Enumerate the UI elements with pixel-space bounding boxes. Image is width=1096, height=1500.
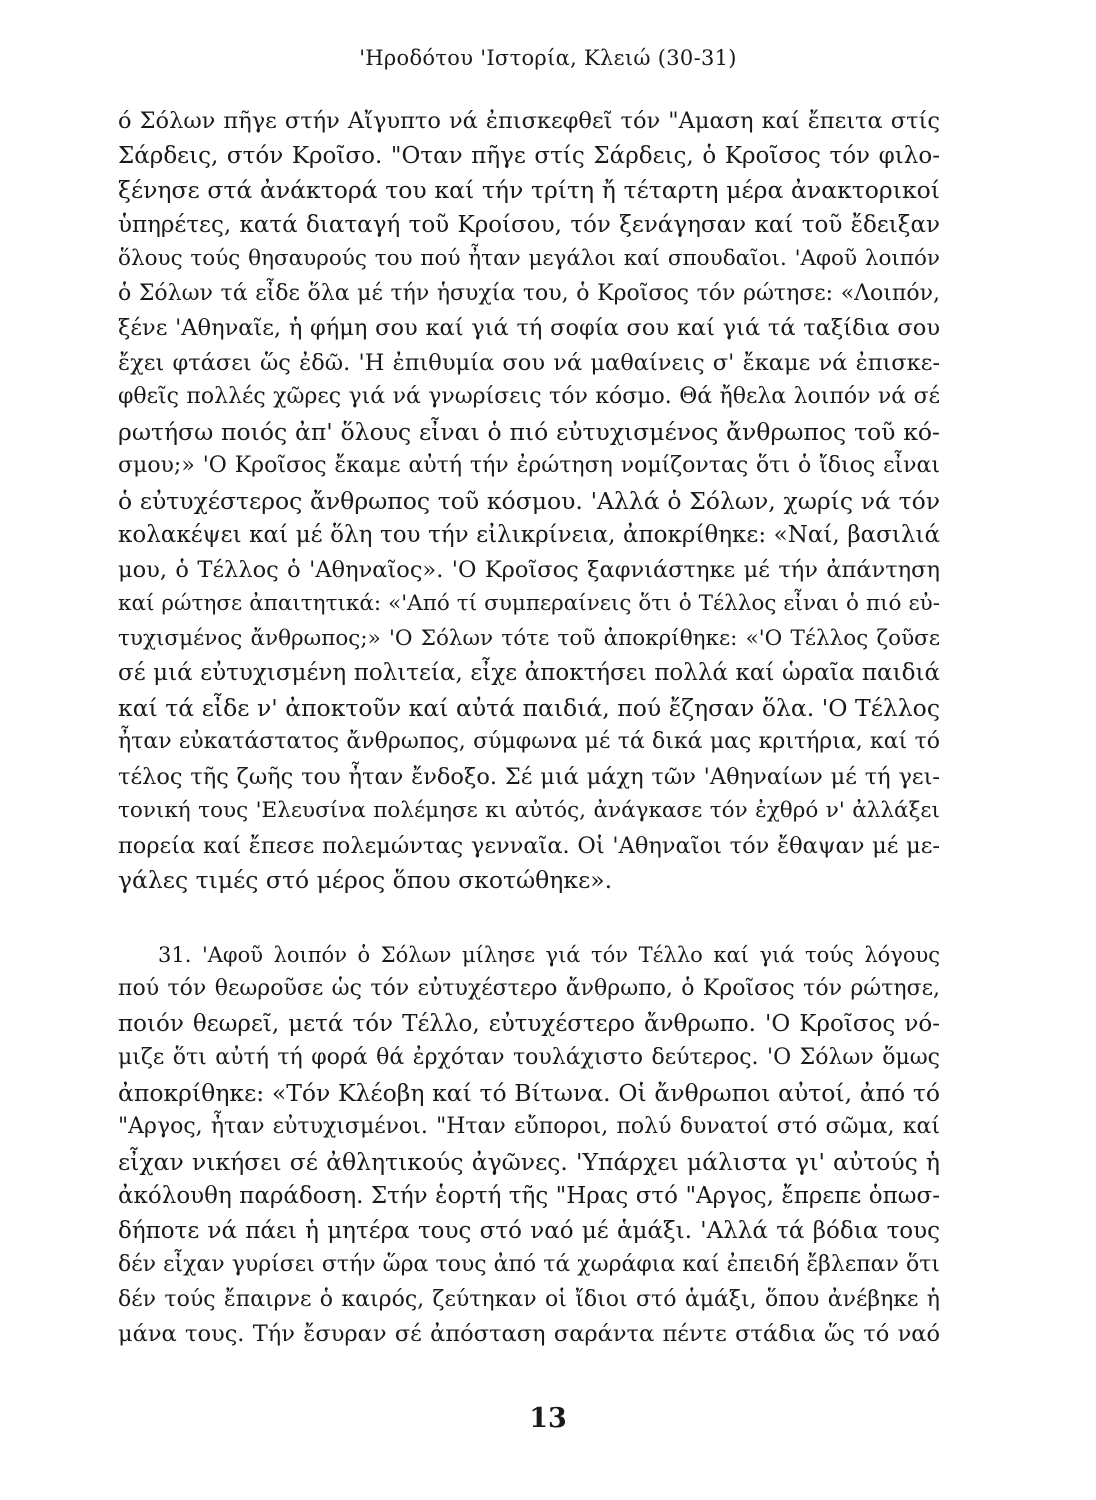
text-line: εἶχαν νικήσει σέ ἀθλητικούς ἀγῶνες. 'Υπάρχει μάλιστα γι' αὐτούς ἡ bbox=[118, 1147, 940, 1176]
text-line: δήποτε νά πάει ἡ μητέρα τους στό ναό μέ ἁμάξι. 'Αλλά τά βόδια τους bbox=[118, 1217, 940, 1244]
text-line: σέ μιά εὐτυχισμένη πολιτεία, εἶχε ἀποκτήσει πολλά καί ὡραῖα παιδιά bbox=[118, 660, 940, 686]
text-line: ξένησε στά ἀνάκτορά του καί τήν τρίτη ἤ τέταρτη μέρα ἀνακτορικοί bbox=[118, 176, 940, 204]
running-header: 'Ηροδότου 'Ιστορία, Κλειώ (30-31) bbox=[359, 46, 737, 70]
text-line: ὁ εὐτυχέστερος ἄνθρωπος τοῦ κόσμου. 'Αλλά ὁ Σόλων, χωρίς νά τόν bbox=[118, 486, 940, 515]
text-line: κολακέψει καί μέ ὅλη του τήν εἰλικρίνεια, ἀποκρίθηκε: «Ναί, βασιλιά bbox=[118, 522, 940, 548]
text-line: καί τά εἶδε ν' ἀποκτοῦν καί αὐτά παιδιά, πού ἔζησαν ὅλα. 'Ο Τέλλος bbox=[118, 693, 940, 722]
text-line: μου, ὁ Τέλλος ὁ 'Αθηναῖος». 'Ο Κροῖσος ξαφνιάστηκε μέ τήν ἀπάντηση bbox=[118, 556, 940, 583]
text-line: πορεία καί ἔπεσε πολεμώντας γενναῖα. Οἱ 'Αθηναῖοι τόν ἔθαψαν μέ με- bbox=[118, 832, 940, 859]
text-line: τονική τους 'Ελευσίνα πολέμησε κι αὐτός, ἀνάγκασε τόν ἐχθρό ν' ἀλλάξει bbox=[118, 798, 940, 823]
text-line: ξένε 'Αθηναῖε, ἡ φήμη σου καί γιά τή σοφία σου καί γιά τά ταξίδια σου bbox=[118, 315, 940, 341]
text-line: φθεῖς πολλές χῶρες γιά νά γνωρίσεις τόν κόσμο. Θά ἤθελα λοιπόν νά σέ bbox=[118, 384, 940, 409]
text-line: πού τόν θεωροῦσε ὡς τόν εὐτυχέστερο ἄνθρωπο, ὁ Κροῖσος τόν ρώτησε, bbox=[118, 976, 940, 1001]
text-line: μιζε ὅτι αὐτή τή φορά θά ἐρχόταν τουλάχιστο δεύτερος. 'Ο Σόλων ὅμως bbox=[118, 1045, 940, 1070]
text-line: 31. 'Αφοῦ λοιπόν ὁ Σόλων μίλησε γιά τόν Τέλλο καί γιά τούς λόγους bbox=[158, 942, 940, 967]
text-line: ὅλους τούς θησαυρούς του πού ἦταν μεγάλοι καί σπουδαῖοι. 'Αφοῦ λοιπόν bbox=[118, 246, 940, 271]
text-line: δέν εἶχαν γυρίσει στήν ὥρα τους ἀπό τά χωράφια καί ἐπειδή ἔβλεπαν ὅτι bbox=[118, 1252, 940, 1277]
paragraph-1 bbox=[118, 104, 940, 898]
text-line: ἦταν εὐκατάστατος ἄνθρωπος, σύμφωνα μέ τά δικά μας κριτήρια, καί τό bbox=[118, 729, 940, 754]
text-line: ἀποκρίθηκε: «Τόν Κλέοβη καί τό Βίτωνα. Οἱ ἄνθρωποι αὐτοί, ἀπό τό bbox=[118, 1078, 940, 1107]
text-line: καί ρώτησε ἀπαιτητικά: «'Από τί συμπεραίνεις ὅτι ὁ Τέλλος εἶναι ὁ πιό εὐ- bbox=[118, 591, 940, 616]
text-line: τυχισμένος ἄνθρωπος;» 'Ο Σόλων τότε τοῦ ἀποκρίθηκε: «'Ο Τέλλος ζοῦσε bbox=[118, 625, 940, 651]
paragraph-2 bbox=[118, 938, 940, 1352]
text-line: ό Σόλων πῆγε στήν Αἴγυπτο νά ἐπισκεφθεῖ τόν "Αμαση καί ἔπειτα στίς bbox=[118, 108, 940, 134]
text-line: "Αργος, ἦταν εὐτυχισμένοι. "Ηταν εὔποροι, πολύ δυνατοί στό σῶμα, καί bbox=[118, 1114, 940, 1139]
page-number: 13 bbox=[529, 1403, 567, 1434]
text-line: μάνα τους. Τήν ἔσυραν σέ ἀπόσταση σαράντα πέντε στάδια ὥς τό ναό bbox=[118, 1321, 940, 1347]
text-line: ὑπηρέτες, κατά διαταγή τοῦ Κροίσου, τόν ξενάγησαν καί τοῦ ἔδειξαν bbox=[118, 211, 940, 238]
text-line: ποιόν θεωρεῖ, μετά τόν Τέλλο, εὐτυχέστερο ἄνθρωπο. 'Ο Κροῖσος νό- bbox=[118, 1010, 940, 1037]
text-line: Σάρδεις, στόν Κροῖσο. "Οταν πῆγε στίς Σάρδεις, ὁ Κροῖσος τόν φιλο- bbox=[118, 142, 940, 169]
text-line: ἀκόλουθη παράδοση. Στήν ἑορτή τῆς "Ηρας στό "Αργος, ἔπρεπε ὁπωσ- bbox=[118, 1183, 940, 1209]
paragraph-gap bbox=[118, 898, 940, 938]
text-line: ρωτήσω ποιός ἀπ' ὅλους εἶναι ὁ πιό εὐτυχισμένος ἄνθρωπος τοῦ κό- bbox=[118, 417, 940, 446]
text-line: ἔχει φτάσει ὥς ἐδῶ. 'Η ἐπιθυμία σου νά μαθαίνεις σ' ἔκαμε νά ἐπισκε- bbox=[118, 349, 940, 376]
text-line: γάλες τιμές στό μέρος ὅπου σκοτώθηκε». bbox=[118, 866, 613, 894]
body-text bbox=[118, 104, 940, 1352]
text-line: τέλος τῆς ζωῆς του ἦταν ἔνδοξο. Σέ μιά μάχη τῶν 'Αθηναίων μέ τή γει- bbox=[118, 763, 940, 790]
text-line: ὁ Σόλων τά εἶδε ὅλα μέ τήν ἡσυχία του, ὁ Κροῖσος τόν ρώτησε: «Λοιπόν, bbox=[118, 280, 940, 306]
text-line: σμου;» 'Ο Κροῖσος ἔκαμε αὐτή τήν ἐρώτηση νομίζοντας ὅτι ὁ ἴδιος εἶναι bbox=[118, 453, 940, 478]
text-line: δέν τούς ἔπαιρνε ὁ καιρός, ζεύτηκαν οἱ ἴδιοι στό ἁμάξι, ὅπου ἀνέβηκε ἡ bbox=[118, 1286, 940, 1312]
